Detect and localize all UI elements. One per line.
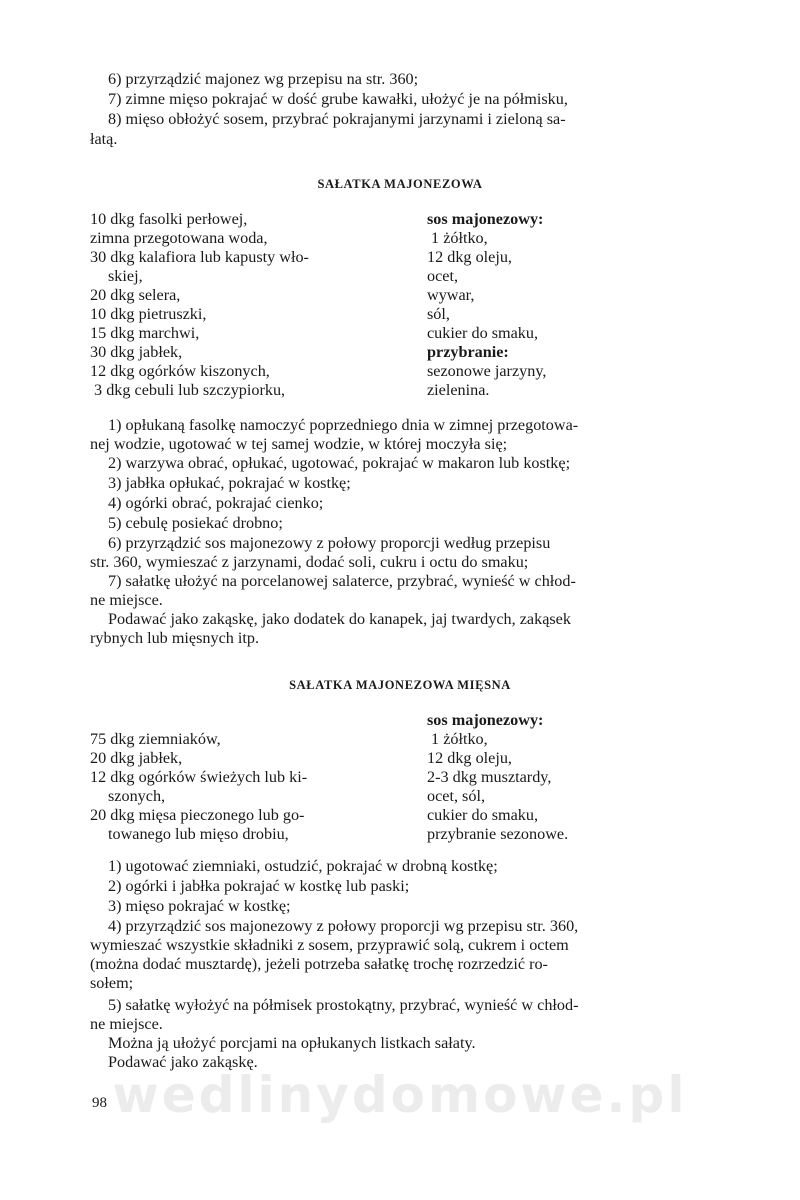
ingredient: ocet, sól, bbox=[427, 787, 485, 805]
ingredient: 10 dkg pietruszki, bbox=[90, 305, 207, 323]
ingredient: 12 dkg oleju, bbox=[427, 248, 512, 266]
ingredient: ocet, bbox=[427, 267, 459, 285]
step-line: 4) przyrządzić sos majonezowy z połowy proporcji wg przepisu str. 360, bbox=[108, 917, 579, 935]
serving-note: rybnych lub mięsnych itp. bbox=[90, 629, 260, 647]
recipe2-title: SAŁATKA MAJONEZOWA MIĘSNA bbox=[289, 678, 511, 692]
ingredient: sezonowe jarzyny, bbox=[427, 362, 547, 380]
ingredient: 1 żółtko, bbox=[427, 229, 488, 247]
step-line: 3) jabłka opłukać, pokrajać w kostkę; bbox=[108, 474, 351, 492]
ingredient: 20 dkg jabłek, bbox=[90, 749, 183, 767]
step-line: 7) sałatkę ułożyć na porcelanowej salaterce, przybrać, wynieść w chłod- bbox=[108, 572, 576, 590]
ingredient: towanego lub mięso drobiu, bbox=[108, 825, 289, 843]
step-line: (można dodać musztardę), jeżeli potrzeba sałatkę trochę rozrzedzić ro- bbox=[90, 955, 548, 973]
page-number: 98 bbox=[92, 1095, 107, 1111]
step-line: 2) warzywa obrać, opłukać, ugotować, pokrajać w makaron lub kostkę; bbox=[108, 454, 571, 472]
step-line: nej wodzie, ugotować w tej samej wodzie, w której moczyła się; bbox=[90, 435, 508, 453]
ingredient: 12 dkg ogórków świeżych lub ki- bbox=[90, 768, 308, 786]
serving-note: Podawać jako zakąskę. bbox=[108, 1053, 258, 1071]
step-line: 2) ogórki i jabłka pokrajać w kostkę lub paski; bbox=[108, 877, 410, 895]
ingredient: 10 dkg fasolki perłowej, bbox=[90, 210, 248, 228]
intro-step: 7) zimne mięso pokrajać w dość grube kawałki, ułożyć je na półmisku, bbox=[108, 90, 568, 108]
ingredient: 30 dkg jabłek, bbox=[90, 343, 183, 361]
step-line: 3) mięso pokrajać w kostkę; bbox=[108, 897, 291, 915]
step-line: 5) cebulę posiekać drobno; bbox=[108, 514, 283, 532]
ingredient: 15 dkg marchwi, bbox=[90, 324, 200, 342]
step-line: 5) sałatkę wyłożyć na półmisek prostokątny, przybrać, wynieść w chłod- bbox=[108, 996, 579, 1014]
step-line: 1) ugotować ziemniaki, ostudzić, pokrajać w drobną kostkę; bbox=[108, 857, 498, 875]
ingredient: wywar, bbox=[427, 286, 475, 304]
ingredient: 75 dkg ziemniaków, bbox=[90, 730, 221, 748]
serving-note: Podawać jako zakąskę, jako dodatek do kanapek, jaj twardych, zakąsek bbox=[108, 610, 571, 628]
ingredient: cukier do smaku, bbox=[427, 806, 539, 824]
step-line: 1) opłukaną fasolkę namoczyć poprzedniego dnia w zimnej przegotowa- bbox=[108, 416, 579, 434]
intro-step: 6) przyrządzić majonez wg przepisu na str. 360; bbox=[108, 70, 419, 88]
recipe1-title: SAŁATKA MAJONEZOWA bbox=[317, 177, 483, 191]
ingredient: 20 dkg mięsa pieczonego lub go- bbox=[90, 806, 305, 824]
ingredient: zimna przegotowana woda, bbox=[90, 229, 268, 247]
ingredient: szonych, bbox=[108, 787, 166, 805]
garnish-heading: przybranie: bbox=[427, 343, 509, 361]
step-line: ne miejsce. bbox=[90, 1015, 163, 1033]
ingredient: zielenina. bbox=[427, 381, 490, 399]
step-line: sołem; bbox=[90, 974, 134, 992]
ingredient: 1 żółtko, bbox=[427, 730, 488, 748]
step-line: ne miejsce. bbox=[90, 591, 163, 609]
ingredient: 3 dkg cebuli lub szczypiorku, bbox=[90, 381, 286, 399]
ingredient: 30 dkg kalafiora lub kapusty wło- bbox=[90, 248, 309, 266]
sauce-heading: sos majonezowy: bbox=[427, 711, 544, 729]
step-line: 4) ogórki obrać, pokrajać cienko; bbox=[108, 494, 324, 512]
intro-step: łatą. bbox=[90, 130, 118, 148]
step-line: str. 360, wymieszać z jarzynami, dodać soli, cukru i octu do smaku; bbox=[90, 553, 529, 571]
ingredient: cukier do smaku, bbox=[427, 324, 539, 342]
sauce-heading: sos majonezowy: bbox=[427, 210, 544, 228]
step-line: 6) przyrządzić sos majonezowy z połowy proporcji według przepisu bbox=[108, 534, 551, 552]
ingredient: 12 dkg oleju, bbox=[427, 749, 512, 767]
step-line: wymieszać wszystkie składniki z sosem, przyprawić solą, cukrem i octem bbox=[90, 936, 569, 954]
ingredient: przybranie sezonowe. bbox=[427, 825, 569, 843]
intro-step: 8) mięso obłożyć sosem, przybrać pokrajanymi jarzynami i zieloną sa- bbox=[108, 110, 566, 128]
ingredient: 20 dkg selera, bbox=[90, 286, 181, 304]
watermark: wedlinydomowe.pl bbox=[112, 1066, 688, 1124]
ingredient: 2-3 dkg musztardy, bbox=[427, 768, 552, 786]
ingredient: skiej, bbox=[108, 267, 143, 285]
serving-note: Można ją ułożyć porcjami na opłukanych listkach sałaty. bbox=[108, 1034, 476, 1052]
ingredient: sól, bbox=[427, 305, 450, 323]
ingredient: 12 dkg ogórków kiszonych, bbox=[90, 362, 270, 380]
